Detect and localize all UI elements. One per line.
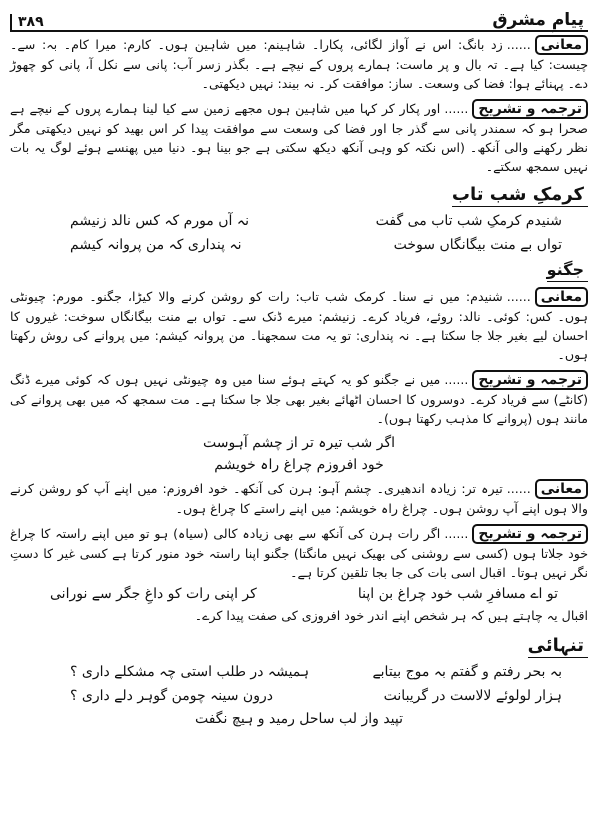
maani-text: شنیدم: میں نے سنا۔ کرمک شب تاب: رات کو روشن کرنے والا کیڑا، جگنو۔ مورم: چیونٹی ہوں۔ کس: کوئی۔ نالد: روئے، فریاد کرے۔ زنیشم: میرے ڈنک سے۔ تواں بے منت بیگانگاں سوخت: غیروں کا احسان لیے بغیر جلا جا سکتا ہے۔ نہ پنداری: تو یہ مت سمجھنا۔ من پروانہ کیشم: میں پروانے کی روش رکھتا ہوں۔ <box>10 289 588 362</box>
tarjuma-text: اور پکار کر کہا میں شاہین ہوں مجھے زمین سے کیا لینا ہمارے پروں کے نیچے ہے صحرا ہو کہ سمندر پانی سے گذر جا اور فضا کی وسعت سے موافقت پیدا کر اس بھید کو نہیں دیکھتی مگر نظر رکھنے والی آنکھ۔ (اس نکتہ کو وہی آنکھ دیکھ سکتی ہے جو بینا ہو۔ دنیا میں پھنسے ہوئے لوگ یہ بات نہیں سمجھ سکتے۔ <box>10 101 588 174</box>
couplet-line <box>10 209 588 233</box>
verse-hemistich-right: شنیدم کرمکِ شب تاب می گفت <box>375 213 562 229</box>
couplet-line <box>10 660 588 684</box>
leader-dots: ...... <box>444 526 469 541</box>
section-heading: تنہائی <box>528 635 588 658</box>
closing-paragraph: اقبال یہ چاہتے ہیں کہ ہر شخص اپنے اندر خود افروزی کی صفت پیدا کرے۔ <box>194 608 588 623</box>
tarjuma-text: اگر رات ہرن کی آنکھ سے بھی زیادہ کالی (سیاہ) ہو تو میں اپنے راستہ کا چراغ خود جلاتا ہوں (کسی سے روشنی کی بھیک نہیں مانگتا) جگنو اپنا راستہ خود منور کرتا ہے کسی غیر کا دستِ نگر نہیں ہوتا۔ اقبال اسی بات کی جا بجا تلقین کرتا ہے۔ <box>10 526 588 580</box>
maani-paragraph <box>10 35 588 93</box>
leader-dots: ...... <box>444 372 469 387</box>
block-1 <box>10 35 588 176</box>
block-2 <box>10 287 588 428</box>
subheading-row <box>10 257 588 284</box>
leader-dots: ...... <box>444 101 469 116</box>
tarjuma-label: ترجمہ و تشریح <box>472 524 588 544</box>
verse-hemistich-right: تو اے مسافرِ شب خود چراغ بن اپنا <box>357 586 558 602</box>
tarjuma-paragraph <box>10 370 588 428</box>
verse-hemistich-left: درون سینہ چومن گوہر دلے داری ؟ <box>70 688 273 704</box>
leader-dots: ...... <box>506 289 531 304</box>
maani-paragraph <box>10 479 588 518</box>
verse-hemistich-right: ہزار لولوئے لالاست در گریبانت <box>383 688 562 704</box>
running-title: پیامِ مشرق <box>492 10 584 30</box>
verse-hemistich-left: ہمیشہ در طلب استی چہ مشکلے داری ؟ <box>70 664 310 680</box>
verse-line: خود افروزم چراغ راہ خویشم <box>214 457 384 473</box>
maani-text: تیرہ تر: زیادہ اندھیری۔ چشم آہو: ہرن کی آنکھ۔ خود افروزم: میں اپنے آپ کو روشن کرنے والا ہوں اپنے آپ روشن ہوں۔ چراغ راہ خویشم: میں اپنے راستے کا چراغ ہوں۔ <box>10 481 588 516</box>
page-number: ۳۸۹ <box>10 14 50 30</box>
block-3 <box>10 479 588 582</box>
page <box>0 2 600 833</box>
page-header <box>10 2 588 32</box>
section-heading: کرمکِ شب تاب <box>452 184 588 207</box>
verse-hemistich-right: بہ بحر رفتم و گفتم بہ موج بیتابے <box>372 664 562 680</box>
urdu-couplet <box>10 582 588 606</box>
maani-label: معانی <box>535 287 588 307</box>
leader-dots: ...... <box>506 37 531 52</box>
tarjuma-text: میں نے جگنو کو یہ کہتے ہوئے سنا میں وہ چیونٹی نہیں ہوں کہ کوئی میرے ڈنگ (کانٹے) سے فریاد کرے۔ دوسروں کا احسان اٹھائے بغیر بھی جلا جا سکتا ہے۔ مت سمجھ کہ میں بھی پروانے کی مانند ہوں (پروانے کا مذہب رکھتا ہوں)۔ <box>10 372 588 426</box>
heading-row <box>10 176 588 209</box>
leader-dots: ...... <box>506 481 531 496</box>
maani-paragraph <box>10 287 588 364</box>
heading-row <box>10 625 588 660</box>
verse-hemistich-left: نہ پنداری کہ من پروانہ کیشم <box>70 237 242 253</box>
maani-label: معانی <box>535 479 588 499</box>
tarjuma-label: ترجمہ و تشریح <box>472 370 588 390</box>
verse-hemistich-right: تواں بے منت بیگانگاں سوخت <box>393 237 562 253</box>
verse-hemistich-left: کر اپنی رات کو داغِ جگر سے نورانی <box>50 586 257 602</box>
tarjuma-paragraph <box>10 524 588 582</box>
verse-line: تپید واز لب ساحل رمید و ہیچ نگفت <box>194 711 404 727</box>
couplet-line <box>10 233 588 257</box>
couplet-line <box>10 684 588 708</box>
maani-label: معانی <box>535 35 588 55</box>
verse-line: اگر شب تیرہ تر از چشم آہوست <box>202 435 396 451</box>
section-subheading: جگنو <box>547 259 588 282</box>
maani-text: زد بانگ: اس نے آواز لگائی، پکارا۔ شاہینم: میں شاہین ہوں۔ کارم: میرا کام۔ بہ: سے۔ چیست: کیا ہے۔ تہ بال و پر ماست: ہمارے پروں کے نیچے ہے۔ بگذر زسر آب: پانی سے نکل آ، پانی کو چھوڑ دے۔ پہنائے ہوا: فضا کی وسعت۔ ساز: موافقت کر۔ نہ بیند: نہیں دیکھتی۔ <box>10 37 588 91</box>
tarjuma-label: ترجمہ و تشریح <box>472 99 588 119</box>
verse-hemistich-left: نہ آں مورم کہ کس نالد زنیشم <box>70 213 249 229</box>
tarjuma-paragraph <box>10 99 588 176</box>
